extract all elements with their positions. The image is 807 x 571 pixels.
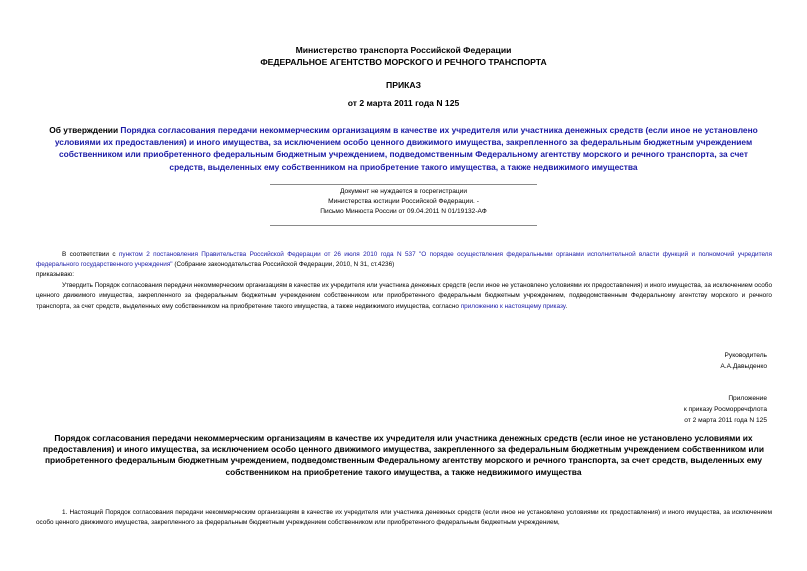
signature-name: А.А.Давыденко (720, 363, 767, 370)
appendix-date: от 2 марта 2011 года N 125 (684, 417, 767, 424)
clause-1: 1. Настоящий Порядок согласования передачи некоммерческим организациям в качестве их учредителя или участника денежных средств (если иное не установлено условиями их предоставления) и иного имущества, за исключением особо ценного движимого имущества, закрепленного за федеральным бюджетным учреждением собственником или приобретенного федеральным бюджетным учреждением, (36, 509, 772, 527)
agency-name: ФЕДЕРАЛЬНОЕ АГЕНТСТВО МОРСКОГО И РЕЧНОГО ТРАНСПОРТА (260, 57, 547, 67)
order-title-prefix: Об утверждении (49, 125, 121, 135)
order-word: приказываю: (36, 271, 74, 278)
doc-date-number: от 2 марта 2011 года N 125 (347, 98, 460, 108)
divider-bottom (270, 225, 537, 226)
approve-text: Утвердить Порядок согласования передачи некоммерческим организациям в качестве их учредителя или участника денежных средств (если иное не установлено условиями их предоставления) и иного имущества, за исключением особо ценного движимого имущества, закрепленного за федеральным бюджетным учреждением собственником или приобретенного федеральным бюджетным учреждением, подведомственным Федеральному агентству морского и речного транспорта, за счет средств, выделенных ему собственником на приобретение такого имущества, а также недвижимого имущества, согласно (36, 282, 772, 310)
preamble-text-end: (Собрание законодательства Российской Федерации, 2010, N 31, ст.4236) (172, 261, 395, 269)
appendix-link[interactable]: приложению к настоящему приказу (460, 302, 566, 310)
signature-position: Руководитель (724, 352, 767, 359)
preamble-paragraph (36, 250, 772, 271)
preamble-text-start: В соответствии с (62, 251, 119, 258)
order-title (40, 124, 767, 173)
divider-top (270, 184, 537, 185)
doc-type: ПРИКАЗ (386, 80, 421, 90)
order-title-link[interactable]: Порядка согласования передачи некоммерческим организациям в качестве их учредителя или участника денежных средств (если иное не установлено условиями их предоставления) и иного имущества, за исключением особо ценного движимого имущества, закрепленного за федеральным бюджетным учреждением собственником или приобретенного федеральным бюджетным учреждением, подведомственным Федеральному агентству морского и речного транспорта, за счет средств, выделенных ему собственником на приобретение такого имущества, а также недвижимого имущества (54, 125, 758, 172)
appendix-to-order: к приказу Росморречфлота (683, 406, 767, 413)
approve-end: . (565, 302, 568, 310)
registration-note-line3: Письмо Минюста России от 09.04.2011 N 01/19132-АФ (320, 208, 487, 215)
preamble-link[interactable]: пунктом 2 постановления Правительства Российской Федерации от 26 июля 2010 года N 537 "О порядке осуществления федеральными органами исполнительной власти функций и полномочий учредителя федерального государственного учреждения" (36, 251, 772, 269)
appendix-title: Порядок согласования передачи некоммерческим организациям в качестве их учредителя или участника денежных средств (если иное не установлено условиями их предоставления) и иного имущества, за исключением особо ценного движимого имущества, закрепленного за федеральным бюджетным учреждением собственником или приобретенного федеральным бюджетным учреждением, подведомственным Федеральному агентству морского и речного транспорта, за счет средств, выделенных ему собственником на приобретение такого имущества, а также недвижимого имущества (42, 433, 764, 477)
approve-paragraph (36, 281, 772, 312)
registration-note-line2: Министерства юстиции Российской Федерации. - (328, 198, 479, 205)
registration-note-line1: Документ не нуждается в госрегистрации (339, 188, 468, 195)
ministry-name: Министерство транспорта Российской Федерации (295, 45, 512, 55)
appendix-label: Приложение (728, 395, 767, 402)
